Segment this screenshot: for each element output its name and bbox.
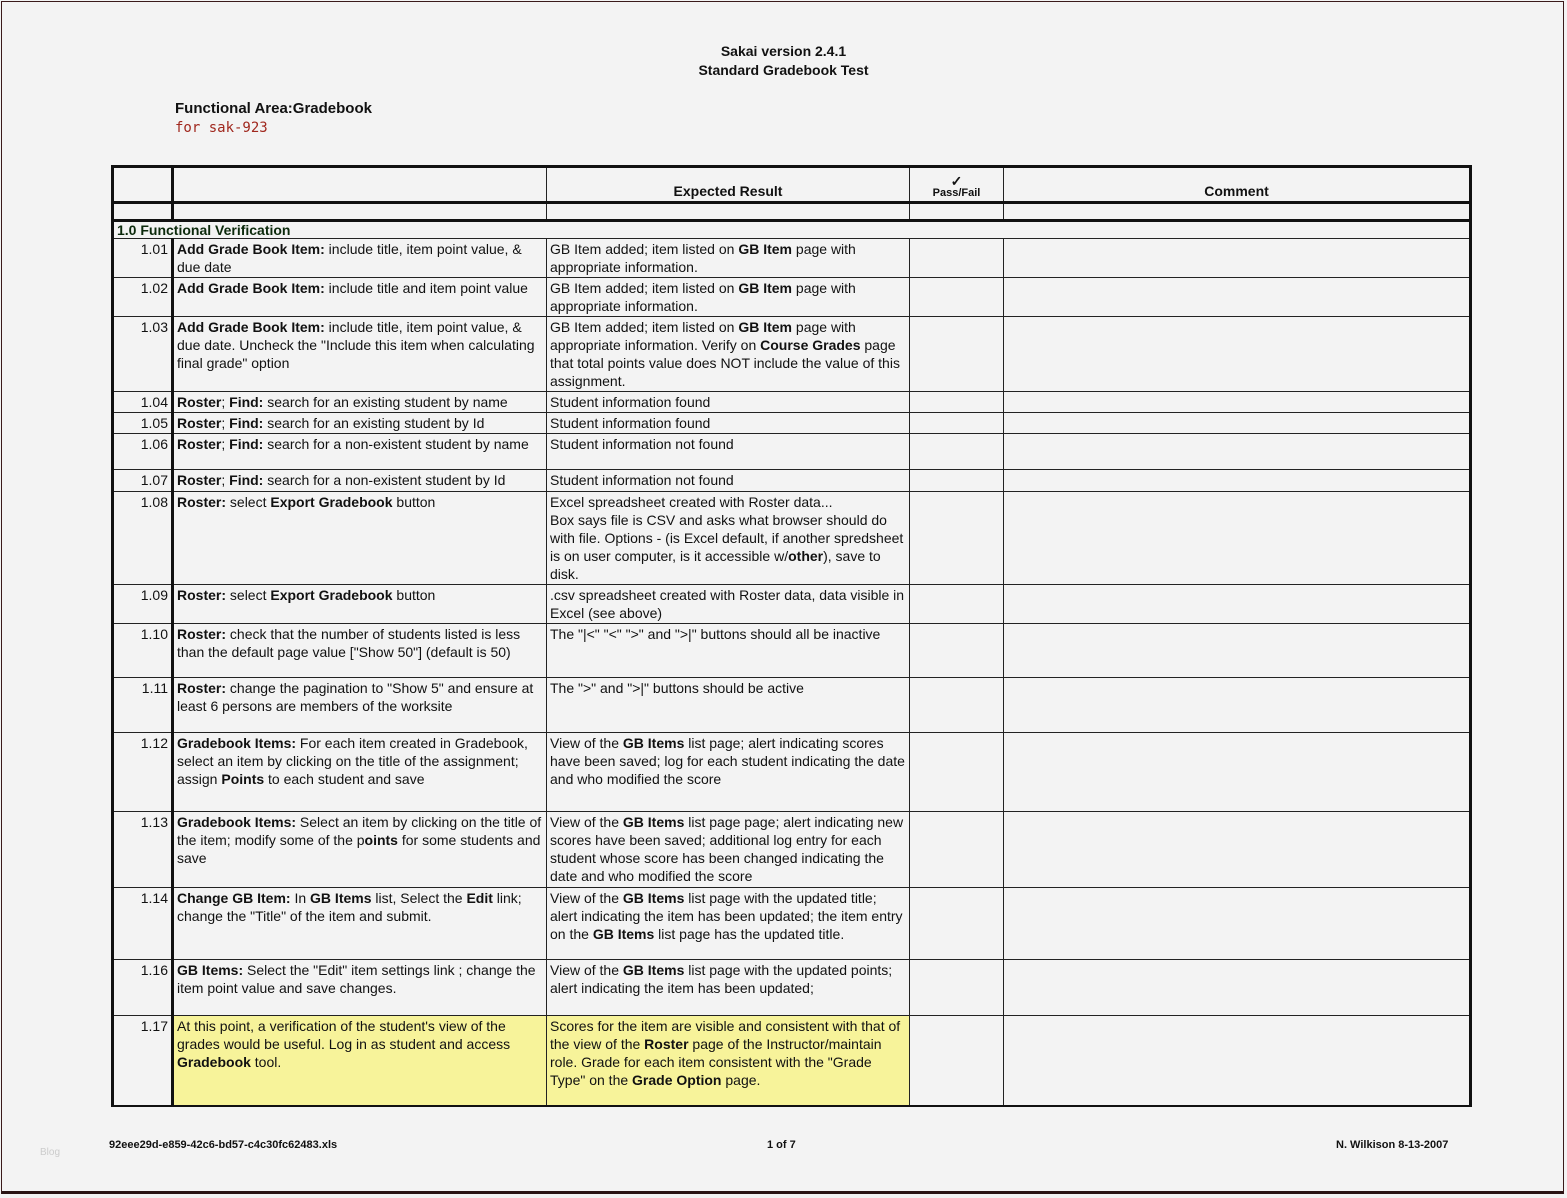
table-row — [113, 960, 1471, 1016]
test-description — [173, 392, 547, 413]
test-description — [173, 733, 547, 812]
test-description — [173, 888, 547, 960]
comment-cell — [1004, 888, 1471, 960]
row-number: 1.10 — [113, 624, 173, 678]
expected-result — [547, 492, 910, 585]
bold-text: Gradebook Items: — [177, 735, 297, 751]
pass-fail-cell — [910, 624, 1004, 678]
expected-result — [547, 434, 910, 470]
text: GB Item added; item listed on — [550, 280, 739, 296]
text: change the pagination to "Show 5" and ensure at least 6 persons are members of the worksite — [177, 680, 534, 714]
test-description — [173, 317, 547, 392]
text: to each student and save — [264, 771, 425, 787]
expected-result — [547, 585, 910, 624]
comment-cell — [1004, 733, 1471, 812]
test-description — [173, 278, 547, 317]
bold-text: Course Grades — [760, 337, 861, 353]
comment-cell — [1004, 278, 1471, 317]
pass-fail-cell — [910, 278, 1004, 317]
bold-text: GB Item — [738, 241, 793, 257]
table-row — [113, 317, 1471, 392]
text: list page with the updated title; alert indicating the item has been updated; the item entry on the — [550, 890, 903, 942]
bold-text: Change GB Item: — [177, 890, 291, 906]
text: include title, item point value, & due date. Uncheck the "Include this item when calculating final grade" option — [177, 319, 535, 371]
pass-fail-cell — [910, 492, 1004, 585]
expected-result — [547, 413, 910, 434]
bold-text: GB Item — [738, 280, 793, 296]
row-number: 1.13 — [113, 812, 173, 888]
comment-cell — [1004, 1016, 1471, 1107]
text: search for a non-existent student by Id — [263, 472, 506, 488]
row-number: 1.02 — [113, 278, 173, 317]
comment-cell — [1004, 239, 1471, 278]
table-row — [113, 434, 1471, 470]
passfail-label: Pass/Fail — [932, 187, 981, 199]
bold-text: GB Item — [738, 319, 793, 335]
functional-area: Functional Area:Gradebook — [175, 100, 372, 117]
table-row — [113, 888, 1471, 960]
comment-cell — [1004, 960, 1471, 1016]
bold-text: Export Gradebook — [270, 587, 393, 603]
watermark: Blog — [40, 1147, 61, 1158]
bold-text: Roster — [177, 394, 222, 410]
test-description — [173, 960, 547, 1016]
pass-fail-cell — [910, 392, 1004, 413]
text: page with appropriate information. — [550, 280, 856, 314]
comment-cell — [1004, 413, 1471, 434]
header-comment: Comment — [1004, 167, 1471, 203]
row-number: 1.03 — [113, 317, 173, 392]
text: GB Item added; item listed on — [550, 319, 739, 335]
text: .csv spreadsheet created with Roster data, data visible in Excel (see above) — [550, 587, 905, 621]
pass-fail-cell — [910, 812, 1004, 888]
bold-text: Find: — [229, 394, 264, 410]
text: search for a non-existent student by name — [263, 436, 529, 452]
text: tool. — [250, 1054, 282, 1070]
bold-text: Add Grade Book Item: — [177, 319, 325, 335]
bold-text: Roster: — [177, 494, 227, 510]
text: Student information found — [550, 415, 711, 431]
section-row — [113, 221, 1471, 239]
row-number: 1.14 — [113, 888, 173, 960]
row-number: 1.09 — [113, 585, 173, 624]
bold-text: Gradebook — [177, 1054, 251, 1070]
pass-fail-cell — [910, 413, 1004, 434]
text: View of the — [550, 735, 623, 751]
pass-fail-cell — [910, 1016, 1004, 1107]
row-number: 1.01 — [113, 239, 173, 278]
bold-text: oints — [364, 832, 398, 848]
footer-author: N. Wilkison 8-13-2007 — [1336, 1139, 1449, 1151]
table-row — [113, 624, 1471, 678]
bold-text: Find: — [229, 472, 264, 488]
table-row — [113, 413, 1471, 434]
text: include title, item point value, & due date — [177, 241, 522, 275]
footer-page: 1 of 7 — [767, 1139, 796, 1151]
comment-cell — [1004, 392, 1471, 413]
expected-result — [547, 960, 910, 1016]
pass-fail-cell — [910, 888, 1004, 960]
test-description — [173, 812, 547, 888]
expected-result — [547, 392, 910, 413]
text: select — [226, 587, 271, 603]
text: page with appropriate information. — [550, 241, 856, 275]
expected-result — [547, 812, 910, 888]
section-title: 1.0 Functional Verification — [113, 221, 1471, 239]
text: check that the number of students listed is less than the default page value ["Show 50"] (default is 50) — [177, 626, 521, 660]
table-row — [113, 678, 1471, 733]
row-number: 1.04 — [113, 392, 173, 413]
table-row — [113, 392, 1471, 413]
comment-cell — [1004, 492, 1471, 585]
bold-text: GB Items: — [177, 962, 244, 978]
text: button — [392, 494, 436, 510]
bold-text: Find: — [229, 436, 264, 452]
test-description — [173, 624, 547, 678]
text: The ">" and ">|" buttons should be active — [550, 680, 804, 696]
header-num — [113, 167, 173, 203]
row-number: 1.11 — [113, 678, 173, 733]
test-description — [173, 585, 547, 624]
row-number: 1.16 — [113, 960, 173, 1016]
checkmark-icon: ✓ — [950, 173, 963, 189]
text: Student information found — [550, 394, 711, 410]
spacer-row — [113, 203, 1471, 221]
bold-text: Roster: — [177, 680, 227, 696]
bold-text: Gradebook Items: — [177, 814, 297, 830]
header-expected: Expected Result — [547, 167, 910, 203]
bold-text: Roster — [177, 415, 222, 431]
text: select — [226, 494, 271, 510]
text: Select the "Edit" item settings link ; change the item point value and save changes. — [177, 962, 536, 996]
expected-result — [547, 733, 910, 812]
pass-fail-cell — [910, 434, 1004, 470]
comment-cell — [1004, 812, 1471, 888]
test-description — [173, 492, 547, 585]
bold-text: Points — [221, 771, 265, 787]
pass-fail-cell — [910, 470, 1004, 492]
text: Student information not found — [550, 472, 734, 488]
row-number: 1.12 — [113, 733, 173, 812]
bold-text: Find: — [229, 415, 264, 431]
text: list, Select the — [371, 890, 467, 906]
text: ; — [221, 472, 230, 488]
bold-text: Edit — [466, 890, 493, 906]
bold-text: Grade Option — [632, 1072, 722, 1088]
test-description — [173, 413, 547, 434]
row-number: 1.05 — [113, 413, 173, 434]
test-description — [173, 470, 547, 492]
comment-cell — [1004, 678, 1471, 733]
table-row — [113, 733, 1471, 812]
text: list page; alert indicating scores have been saved; log for each student indicating the date and who modified the score — [550, 735, 905, 787]
expected-result — [547, 278, 910, 317]
test-table — [111, 165, 1472, 1107]
row-number: 1.17 — [113, 1016, 173, 1107]
pass-fail-cell — [910, 239, 1004, 278]
bold-text: GB Items — [592, 926, 655, 942]
table-row — [113, 812, 1471, 888]
footer-filename: 92eee29d-e859-42c6-bd57-c4c30fc62483.xls — [109, 1139, 338, 1151]
bold-text: GB Items — [622, 890, 685, 906]
header-row — [113, 167, 1471, 203]
text: ; — [221, 415, 230, 431]
row-number: 1.08 — [113, 492, 173, 585]
text: ), save to disk. — [550, 548, 881, 582]
expected-result — [547, 470, 910, 492]
text: View of the — [550, 962, 623, 978]
issue-note: for sak-923 — [175, 120, 268, 136]
expected-result — [547, 1016, 910, 1107]
text: page of the Instructor/maintain role. Grade for each item consistent with the "Grade Type" on the — [550, 1036, 882, 1088]
comment-cell — [1004, 585, 1471, 624]
bold-text: Roster — [644, 1036, 689, 1052]
pass-fail-cell — [910, 317, 1004, 392]
expected-result — [547, 239, 910, 278]
text: At this point, a verification of the student's view of the grades would be useful. Log in as student and access — [177, 1018, 511, 1052]
bold-text: other — [788, 548, 824, 564]
comment-cell — [1004, 317, 1471, 392]
test-description — [173, 678, 547, 733]
expected-result — [547, 317, 910, 392]
text: Student information not found — [550, 436, 734, 452]
text: In — [290, 890, 311, 906]
text: list page with the updated points; alert indicating the item has been updated; — [550, 962, 893, 996]
text: list page has the updated title. — [654, 926, 845, 942]
bold-text: GB Items — [622, 814, 685, 830]
text: Excel spreadsheet created with Roster data... Box says file is CSV and asks what browser should do with file. Options - (is Excel default, if another spredsheet is on user computer, is it accessible w/ — [550, 494, 904, 564]
bold-text: Add Grade Book Item: — [177, 280, 325, 296]
bold-text: GB Items — [622, 735, 685, 751]
text: page with appropriate information. Verify on — [550, 319, 856, 353]
pass-fail-cell — [910, 585, 1004, 624]
table-row — [113, 470, 1471, 492]
bold-text: Export Gradebook — [270, 494, 393, 510]
doc-subtitle: Standard Gradebook Test — [698, 62, 869, 78]
text: link; change the "Title" of the item and submit. — [177, 890, 522, 924]
text: page. — [721, 1072, 761, 1088]
text: View of the — [550, 814, 623, 830]
text: Select an item by clicking on the title of the item; modify some of the p — [177, 814, 542, 848]
table-row — [113, 239, 1471, 278]
bold-text: Roster: — [177, 626, 227, 642]
pass-fail-cell — [910, 960, 1004, 1016]
bold-text: GB Items — [622, 962, 685, 978]
bold-text: Add Grade Book Item: — [177, 241, 325, 257]
row-number: 1.07 — [113, 470, 173, 492]
bold-text: Roster — [177, 472, 222, 488]
test-description — [173, 239, 547, 278]
comment-cell — [1004, 624, 1471, 678]
bold-text: GB Items — [310, 890, 372, 906]
text: include title and item point value — [324, 280, 528, 296]
text: The "|<" "<" ">" and ">|" buttons should all be inactive — [550, 626, 881, 642]
text: ; — [221, 436, 230, 452]
text: GB Item added; item listed on — [550, 241, 739, 257]
text: For each item created in Gradebook, select an item by clicking on the title of the assignment; assign — [177, 735, 528, 787]
bold-text: Roster — [177, 436, 222, 452]
table-row — [113, 585, 1471, 624]
comment-cell — [1004, 470, 1471, 492]
doc-title: Sakai version 2.4.1 — [720, 43, 847, 59]
text: search for an existing student by name — [263, 394, 508, 410]
text: button — [392, 587, 436, 603]
text: search for an existing student by Id — [263, 415, 485, 431]
text: Scores for the item are visible and consistent with that of the view of the — [550, 1018, 901, 1052]
text: ; — [221, 394, 230, 410]
test-description — [173, 1016, 547, 1107]
text: page that total points value does NOT include the value of this assignment. — [550, 337, 900, 389]
pass-fail-cell — [910, 678, 1004, 733]
pass-fail-cell — [910, 733, 1004, 812]
table-row — [113, 492, 1471, 585]
header-desc — [173, 167, 547, 203]
table-row — [113, 1016, 1471, 1107]
expected-result — [547, 678, 910, 733]
comment-cell — [1004, 434, 1471, 470]
table-row — [113, 278, 1471, 317]
row-number: 1.06 — [113, 434, 173, 470]
expected-result — [547, 624, 910, 678]
test-description — [173, 434, 547, 470]
text: list page page; alert indicating new scores have been saved; additional log entry for each student whose score has been changed indicating the date and who modified the score — [550, 814, 904, 884]
expected-result — [547, 888, 910, 960]
bold-text: Roster: — [177, 587, 227, 603]
text: for some students and save — [177, 832, 541, 866]
header-passfail — [910, 167, 1004, 203]
text: View of the — [550, 890, 623, 906]
